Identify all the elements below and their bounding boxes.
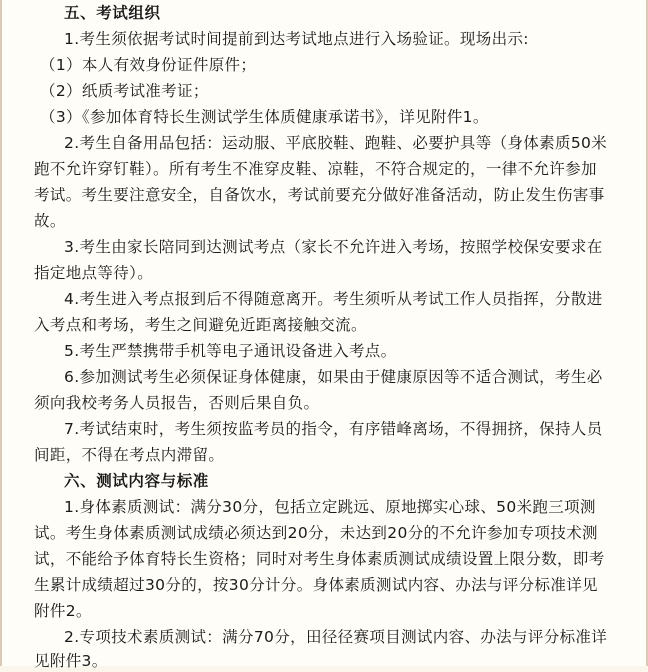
s5-item6-line2: 须向我校考务人员报告，否则后果自负。 — [34, 394, 320, 412]
s5-item4-line2: 入考点和考场，考生之间避免近距离接触交流。 — [34, 316, 367, 334]
s5-item4-line1: 4.考生进入考点报到后不得随意离开。考生须听从考试工作人员指挥，分散进 — [64, 290, 603, 308]
s6-item1-line3: 试，不能给予体育特长生资格；同时对考生身体素质测试成绩设置上限分数，即考 — [34, 550, 605, 568]
section6-heading: 六、测试内容与标准 — [64, 472, 209, 490]
s5-item6-line1: 6.参加测试考生必须保证身体健康，如果由于健康原因等不适合测试，考生必 — [64, 368, 603, 386]
s5-item5-line1: 5.考生严禁携带手机等电子通讯设备进入考点。 — [64, 342, 397, 360]
s5-item7-line1: 7.考试结束时，考生须按监考员的指令，有序错峰离场，不得拥挤，保持人员 — [64, 420, 603, 438]
s6-item1-line1: 1.身体素质测试：满分30分，包括立定跳远、原地掷实心球、50米跑三项测 — [64, 498, 596, 516]
s5-item2-line3: 考试。考生要注意安全，自备饮水，考试前要充分做好准备活动，防止发生伤害事 — [34, 186, 605, 204]
s5-item1-sub2: （2）纸质考试准考证； — [40, 82, 209, 100]
document-body — [2, 0, 646, 670]
s5-item2-line2: 跑不允许穿钉鞋）。所有考生不准穿皮鞋、凉鞋，不符合规定的，一律不允许参加 — [34, 160, 597, 178]
s5-item1-line1: 1.考生须依据考试时间提前到达考试地点进行入场验证。现场出示: — [64, 30, 529, 48]
s5-item1-sub1: （1）本人有效身份证件原件； — [40, 56, 257, 74]
section5-heading: 五、考试组织 — [64, 4, 161, 22]
s6-item2-line1: 2.专项技术素质测试：满分70分，田径径赛项目测试内容、办法与评分标准详 — [64, 628, 608, 646]
s5-item3-line2: 指定地点等待）。 — [34, 264, 154, 282]
s5-item2-line4: 故。 — [34, 212, 66, 230]
s6-item2-line2: 见附件3。 — [34, 652, 108, 670]
s6-item1-line4: 生累计成绩超过30分的，按30分计分。身体素质测试内容、办法与评分标准详见 — [34, 576, 598, 594]
s5-item3-line1: 3.考生由家长陪同到达测试考点（家长不允许进入考场，按照学校保安要求在 — [64, 238, 603, 256]
s6-item1-line5: 附件2。 — [34, 602, 92, 620]
s5-item2-line1: 2.考生自备用品包括：运动服、平底胶鞋、跑鞋、必要护具等（身体素质50米 — [64, 134, 608, 152]
s5-item1-sub3: （3）《参加体育特长生测试学生体质健康承诺书》，详见附件1。 — [40, 108, 489, 126]
s5-item7-line2: 间距，不得在考点内滞留。 — [34, 446, 225, 464]
s6-item1-line2: 试。考生身体素质测试成绩必须达到20分，未达到20分的不允许参加专项技术测 — [34, 524, 598, 542]
